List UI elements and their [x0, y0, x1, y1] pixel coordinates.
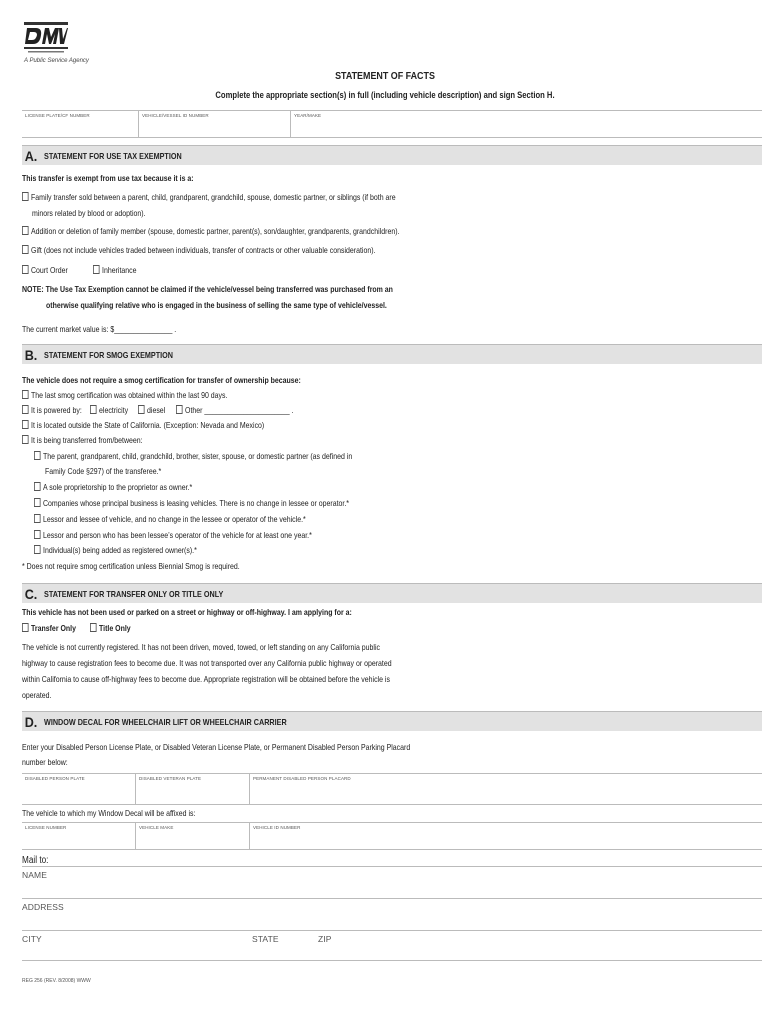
checkbox-icon[interactable]: [22, 192, 29, 201]
checkbox-icon[interactable]: [22, 405, 29, 414]
transferred-between-option[interactable]: It is being transferred from/between:: [22, 435, 143, 445]
family-transfer-option[interactable]: Family transfer sold between a parent, child, grandparent, grandchild, spouse, domestic partner, or siblings (if both are: [22, 192, 396, 202]
checkbox-icon[interactable]: [34, 451, 41, 460]
section-c-para-line: within California to cause off-highway fees to become due. Appropriate registration will be obtained before the vehicle is: [22, 674, 390, 684]
checkbox-icon[interactable]: [34, 530, 41, 539]
powered-by-option[interactable]: It is powered by:: [22, 405, 82, 415]
leasing-companies-option[interactable]: Companies whose principal business is leasing vehicles. There is no change in lessee or operator.*: [34, 498, 349, 508]
year-make-field[interactable]: YEAR/MAKE: [294, 113, 322, 118]
section-c-intro: This vehicle has not been used or parked on a street or highway or off-highway. I am applying for a:: [22, 607, 352, 617]
form-instructions: Complete the appropriate section(s) in full (including vehicle description) and sign Section H.: [215, 90, 555, 100]
other-fuel-option[interactable]: Other ______________________ .: [176, 405, 294, 415]
vehicle-id-fields: [22, 110, 762, 138]
vehicle-make-field[interactable]: VEHICLE MAKE: [136, 823, 250, 849]
section-b-header: [22, 344, 762, 364]
placard-field[interactable]: PERMANENT DISABLED PERSON PLACARD: [253, 776, 351, 781]
section-c-para-line: operated.: [22, 690, 52, 700]
mail-to-label: Mail to:: [22, 855, 49, 866]
section-c-para-line: highway to cause registration fees to become due. It was not transported over any California public highway or operated: [22, 658, 392, 668]
section-b-intro: The vehicle does not require a smog certification for transfer of ownership because:: [22, 375, 301, 385]
vehicle-id-field[interactable]: VEHICLE/VESSEL ID NUMBER: [139, 111, 291, 137]
vehicle-id-number-field[interactable]: VEHICLE ID NUMBER: [253, 825, 301, 830]
checkbox-icon[interactable]: [93, 265, 100, 274]
family-relation-cont: Family Code §297) of the transferee.*: [45, 466, 162, 476]
checkbox-icon[interactable]: [22, 226, 29, 235]
section-letter: C.: [24, 585, 38, 602]
checkbox-icon[interactable]: [22, 420, 29, 429]
checkbox-icon[interactable]: [34, 498, 41, 507]
outside-california-option[interactable]: It is located outside the State of California. (Exception: Nevada and Mexico): [22, 420, 264, 430]
disabled-plate-fields: [22, 773, 762, 805]
section-a-intro: This transfer is exempt from use tax because it is a:: [22, 173, 194, 183]
section-d-intro-cont: number below:: [22, 757, 68, 767]
checkbox-icon[interactable]: [22, 265, 29, 274]
gift-option[interactable]: Gift (does not include vehicles traded between individuals, transfer of contracts or other valuable consideration).: [22, 245, 375, 255]
smog-90-days-option[interactable]: The last smog certification was obtained within the last 90 days.: [22, 390, 227, 400]
title-only-option[interactable]: Title Only: [90, 623, 131, 633]
form-code: REG 256 (REV. 8/2008) WWW: [22, 978, 91, 984]
transfer-only-option[interactable]: Transfer Only: [22, 623, 76, 633]
checkbox-icon[interactable]: [90, 623, 97, 632]
divider: [22, 930, 762, 931]
lessee-operator-option[interactable]: Lessor and person who has been lessee’s operator of the vehicle for at least one year.*: [34, 530, 312, 540]
state-field[interactable]: STATE: [252, 934, 279, 944]
dmv-logo-icon: [24, 22, 68, 56]
divider: [22, 960, 762, 961]
name-field[interactable]: NAME: [22, 870, 47, 880]
address-field[interactable]: ADDRESS: [22, 902, 64, 912]
note-line-1: NOTE: The Use Tax Exemption cannot be claimed if the vehicle/vessel being transferred was purchased from an: [22, 284, 393, 294]
checkbox-icon[interactable]: [34, 482, 41, 491]
inheritance-option[interactable]: Inheritance: [93, 265, 137, 275]
divider: [22, 866, 762, 867]
section-c-header: [22, 583, 762, 603]
family-transfer-cont: minors related by blood or adoption).: [32, 208, 146, 218]
diesel-option[interactable]: diesel: [138, 405, 165, 415]
affix-vehicle-label: The vehicle to which my Window Decal will be affixed is:: [22, 808, 196, 818]
checkbox-icon[interactable]: [90, 405, 97, 414]
checkbox-icon[interactable]: [176, 405, 183, 414]
section-a-header: [22, 145, 762, 165]
affix-vehicle-fields: [22, 822, 762, 850]
checkbox-icon[interactable]: [22, 390, 29, 399]
family-member-option[interactable]: Addition or deletion of family member (spouse, domestic partner, parent(s), son/daughter, grandparents, grandchildren).: [22, 226, 399, 236]
divider: [22, 898, 762, 899]
section-letter: A.: [24, 147, 38, 164]
license-number-field[interactable]: LICENSE NUMBER: [22, 823, 136, 849]
checkbox-icon[interactable]: [22, 435, 29, 444]
section-title: STATEMENT FOR TRANSFER ONLY OR TITLE ONLY: [44, 588, 224, 599]
city-field[interactable]: CITY: [22, 934, 42, 944]
disabled-person-plate-field[interactable]: DISABLED PERSON PLATE: [22, 774, 136, 804]
note-line-2: otherwise qualifying relative who is engaged in the business of selling the same type of vehicle/vessel.: [46, 300, 387, 310]
market-value-field[interactable]: The current market value is: $_______________ .: [22, 324, 177, 334]
sole-proprietorship-option[interactable]: A sole proprietorship to the proprietor as owner.*: [34, 482, 192, 492]
license-plate-field[interactable]: LICENSE PLATE/CF NUMBER: [22, 111, 139, 137]
section-c-para-line: The vehicle is not currently registered. It has not been driven, moved, towed, or left standing on any California public: [22, 642, 380, 652]
checkbox-icon[interactable]: [22, 245, 29, 254]
court-order-option[interactable]: Court Order: [22, 265, 68, 275]
checkbox-icon[interactable]: [34, 514, 41, 523]
section-letter: D.: [24, 713, 38, 730]
zip-field[interactable]: ZIP: [318, 934, 332, 944]
lessor-lessee-option[interactable]: Lessor and lessee of vehicle, and no change in the lessee or operator of the vehicle.*: [34, 514, 306, 524]
section-letter: B.: [24, 346, 38, 363]
checkbox-icon[interactable]: [22, 623, 29, 632]
section-title: WINDOW DECAL FOR WHEELCHAIR LIFT OR WHEELCHAIR CARRIER: [44, 716, 287, 727]
section-d-header: [22, 711, 762, 731]
individuals-added-option[interactable]: Individual(s) being added as registered owner(s).*: [34, 545, 197, 555]
electricity-option[interactable]: electricity: [90, 405, 128, 415]
smog-footnote: * Does not require smog certification unless Biennial Smog is required.: [22, 561, 240, 571]
checkbox-icon[interactable]: [138, 405, 145, 414]
section-d-intro: Enter your Disabled Person License Plate, or Disabled Veteran License Plate, or Permanent Disabled Person Parking Placard: [22, 742, 411, 752]
agency-tagline: A Public Service Agency: [24, 58, 89, 64]
family-relation-option[interactable]: The parent, grandparent, child, grandchild, brother, sister, spouse, or domestic partner (as defined in: [34, 451, 352, 461]
document-title: STATEMENT OF FACTS: [335, 70, 435, 82]
section-title: STATEMENT FOR USE TAX EXEMPTION: [44, 150, 182, 161]
disabled-veteran-plate-field[interactable]: DISABLED VETERAN PLATE: [136, 774, 250, 804]
checkbox-icon[interactable]: [34, 545, 41, 554]
section-title: STATEMENT FOR SMOG EXEMPTION: [44, 349, 173, 360]
